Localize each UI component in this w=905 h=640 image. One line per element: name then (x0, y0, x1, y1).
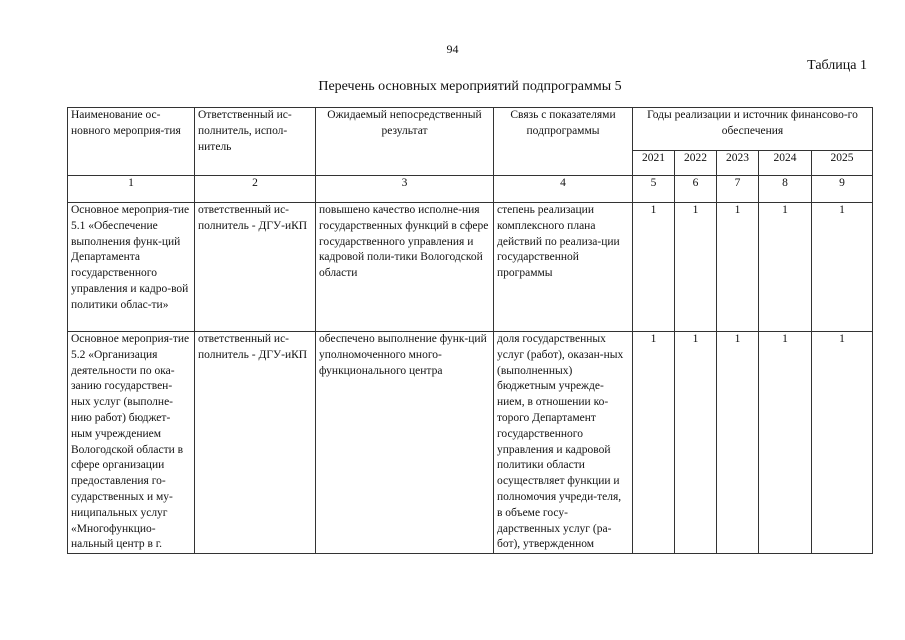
document-title: Перечень основных мероприятий подпрограммы 5 (318, 79, 622, 94)
table-label: Таблица 1 (807, 58, 867, 73)
indicator-link: степень реализации комплексного плана действий по реализа-ции государственной программы (494, 203, 633, 332)
year-value: 1 (675, 203, 717, 332)
column-number: 4 (494, 176, 633, 203)
year-value: 1 (633, 332, 675, 554)
column-number: 3 (316, 176, 494, 203)
year-value: 1 (812, 332, 873, 554)
column-number: 5 (633, 176, 675, 203)
column-number: 1 (68, 176, 195, 203)
table-row (68, 203, 873, 332)
year-header: 2021 (633, 151, 675, 176)
header-row (68, 108, 873, 151)
header-activity-name: Наименование ос-новного мероприя-тия (68, 108, 195, 176)
header-executor: Ответственный ис-полнитель, испол-нитель (195, 108, 316, 176)
year-value: 1 (812, 203, 873, 332)
activity-name: Основное мероприя-тие 5.1 «Обеспечение выполнения функ-ций Департамента государственного управления и кадро-вой политики облас-ти» (68, 203, 195, 332)
column-number-row (68, 176, 873, 203)
year-value: 1 (717, 203, 759, 332)
header-indicator-link: Связь с показателями подпрограммы (494, 108, 633, 176)
year-value: 1 (633, 203, 675, 332)
year-header: 2023 (717, 151, 759, 176)
year-value: 1 (759, 203, 812, 332)
year-header: 2024 (759, 151, 812, 176)
activity-name: Основное мероприя-тие 5.2 «Организация деятельности по ока-занию государствен-ных услуг (выполне-нию работ) бюджет-ным учреждением Вологодской области в сфере организации предоставления го-сударственных и му-ниципальных услуг «Многофункцио-нальный центр в г. (68, 332, 195, 554)
column-number: 2 (195, 176, 316, 203)
header-expected-result: Ожидаемый непосредственный результат (316, 108, 494, 176)
year-value: 1 (759, 332, 812, 554)
expected-result: обеспечено выполнение функ-ций уполномоченного много-функционального центра (316, 332, 494, 554)
executor: ответственный ис-полнитель - ДГУ-иКП (195, 203, 316, 332)
table-row (68, 332, 873, 554)
indicator-link: доля государственных услуг (работ), оказан-ных (выполненных) бюджетным учрежде-нием, в отношении ко-торого Департамент государственного управления и кадровой политики области осуществляет функции и полномочия учреди-теля, в объеме госу-дарственных услуг (ра-бот), утвержденном (494, 332, 633, 554)
executor: ответственный ис-полнитель - ДГУ-иКП (195, 332, 316, 554)
year-header: 2025 (812, 151, 873, 176)
year-value: 1 (675, 332, 717, 554)
activities-table (67, 107, 873, 554)
header-years-financing: Годы реализации и источник финансово-го обеспечения (633, 108, 873, 151)
year-value: 1 (717, 332, 759, 554)
column-number: 7 (717, 176, 759, 203)
column-number: 8 (759, 176, 812, 203)
column-number: 9 (812, 176, 873, 203)
expected-result: повышено качество исполне-ния государственных функций в сфере государственного управления и кадровой поли-тики Вологодской области (316, 203, 494, 332)
year-header: 2022 (675, 151, 717, 176)
page-number: 94 (446, 42, 459, 56)
column-number: 6 (675, 176, 717, 203)
